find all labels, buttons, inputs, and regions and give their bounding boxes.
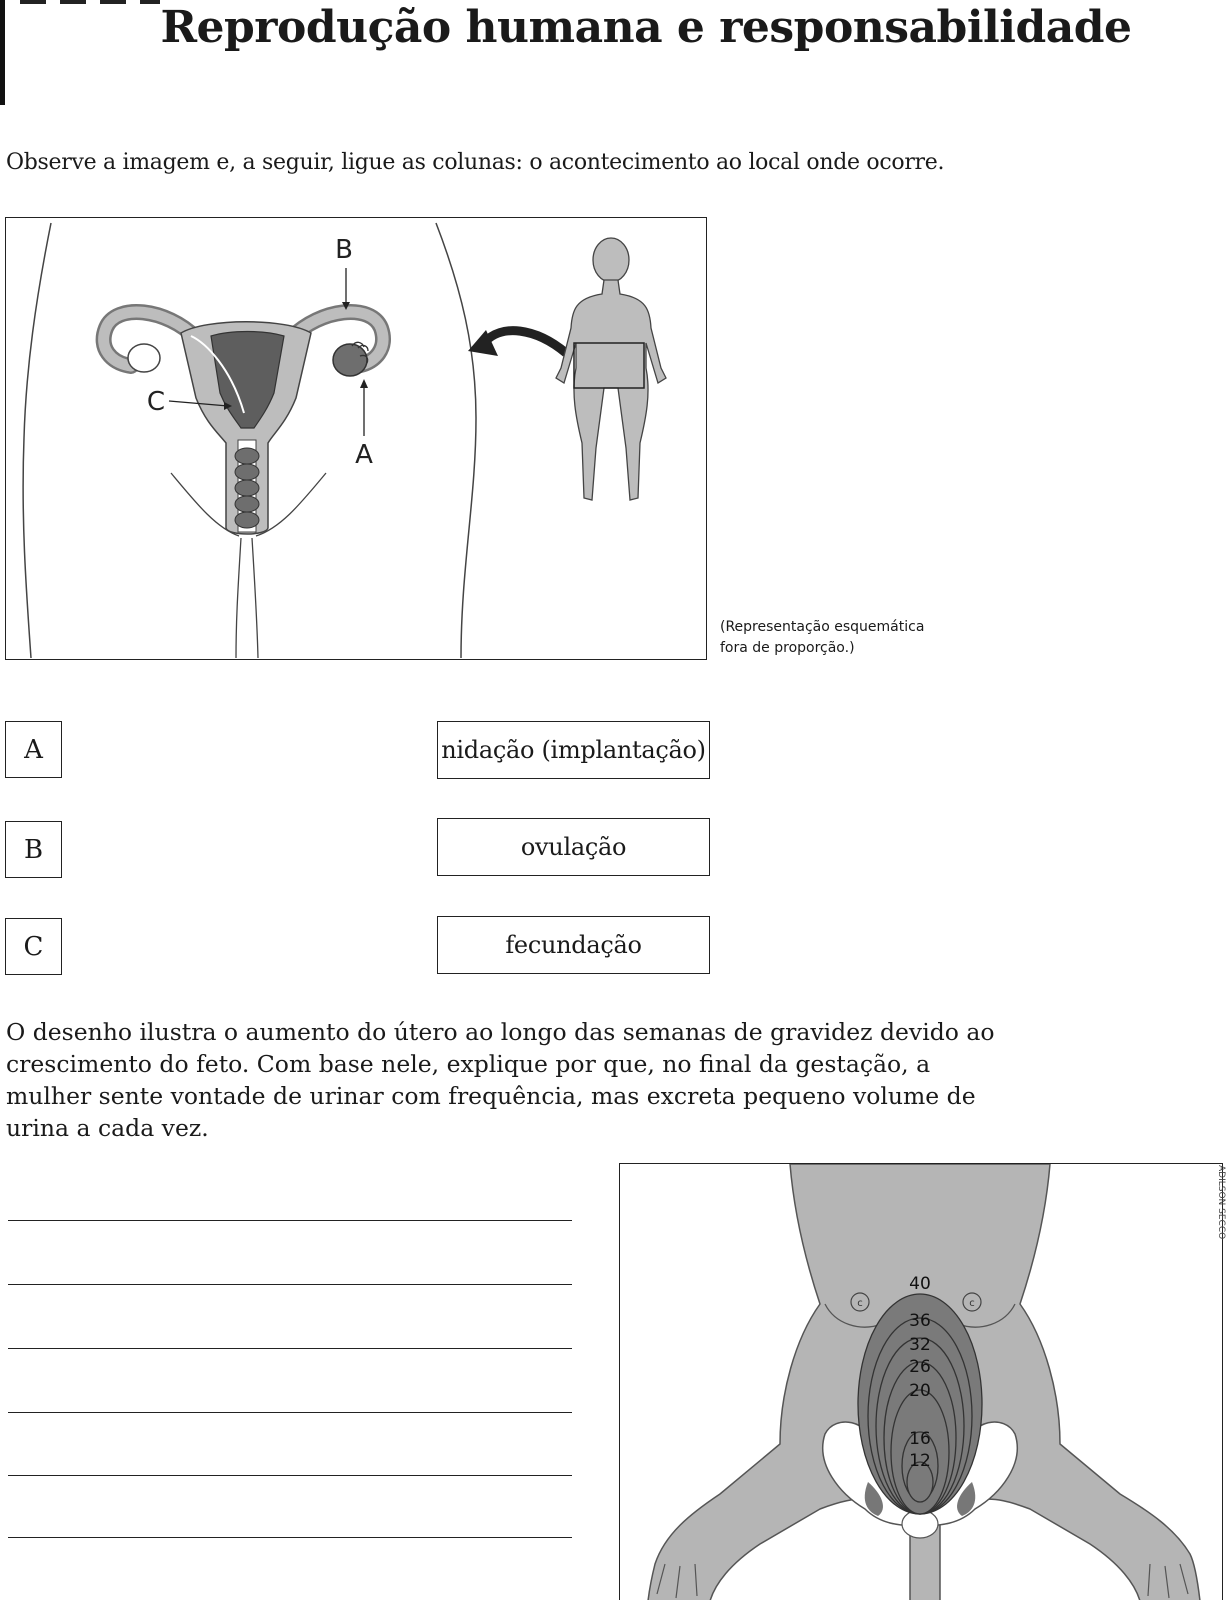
answer-line[interactable] (8, 1412, 572, 1413)
answer-line[interactable] (8, 1284, 572, 1285)
page-title: Reprodução humana e responsabilidade (160, 2, 1132, 53)
week-label-36: 36 (909, 1311, 931, 1331)
week-label-26: 26 (909, 1357, 931, 1377)
figure-caption (720, 617, 924, 659)
pregnancy-uterus-illustration (620, 1164, 1223, 1600)
reproductive-system-figure (5, 217, 707, 660)
letter-box-a[interactable]: A (5, 721, 62, 778)
image-credit: ADILSON SECCO (1216, 1165, 1226, 1240)
caption-line-2: fora de proporção.) (720, 640, 855, 656)
event-box-fertilization[interactable]: fecundação (437, 916, 710, 974)
week-label-40: 40 (909, 1274, 931, 1294)
label-c: C (146, 387, 166, 417)
week-label-20: 20 (909, 1381, 931, 1401)
label-b: B (335, 235, 353, 265)
nipple-mark-right: c (969, 1298, 975, 1309)
answer-line[interactable] (8, 1537, 572, 1538)
question-text: O desenho ilustra o aumento do útero ao longo das semanas de gravidez devido ao crescimento do feto. Com base nele, explique por que, no final da gestação, a mulher sente vontade de urinar com frequência, mas excreta pequeno volume de urina a cada vez. (6, 1018, 995, 1142)
week-label-32: 32 (909, 1335, 931, 1355)
week-label-12: 12 (909, 1451, 931, 1471)
pregnancy-figure (619, 1163, 1223, 1600)
reproductive-system-illustration (6, 218, 707, 660)
answer-line[interactable] (8, 1220, 572, 1221)
answer-line[interactable] (8, 1475, 572, 1476)
label-a: A (355, 440, 373, 470)
event-box-ovulation[interactable]: ovulação (437, 818, 710, 876)
nipple-mark-left: c (857, 1298, 863, 1309)
answer-line[interactable] (8, 1348, 572, 1349)
instruction-text: Observe a imagem e, a seguir, ligue as colunas: o acontecimento ao local onde ocorre. (6, 150, 945, 175)
letter-box-b[interactable]: B (5, 821, 62, 878)
caption-line-1: (Representação esquemática (720, 619, 925, 635)
week-label-16: 16 (909, 1429, 931, 1449)
letter-box-c[interactable]: C (5, 918, 62, 975)
event-box-nidation[interactable]: nidação (implantação) (437, 721, 710, 779)
